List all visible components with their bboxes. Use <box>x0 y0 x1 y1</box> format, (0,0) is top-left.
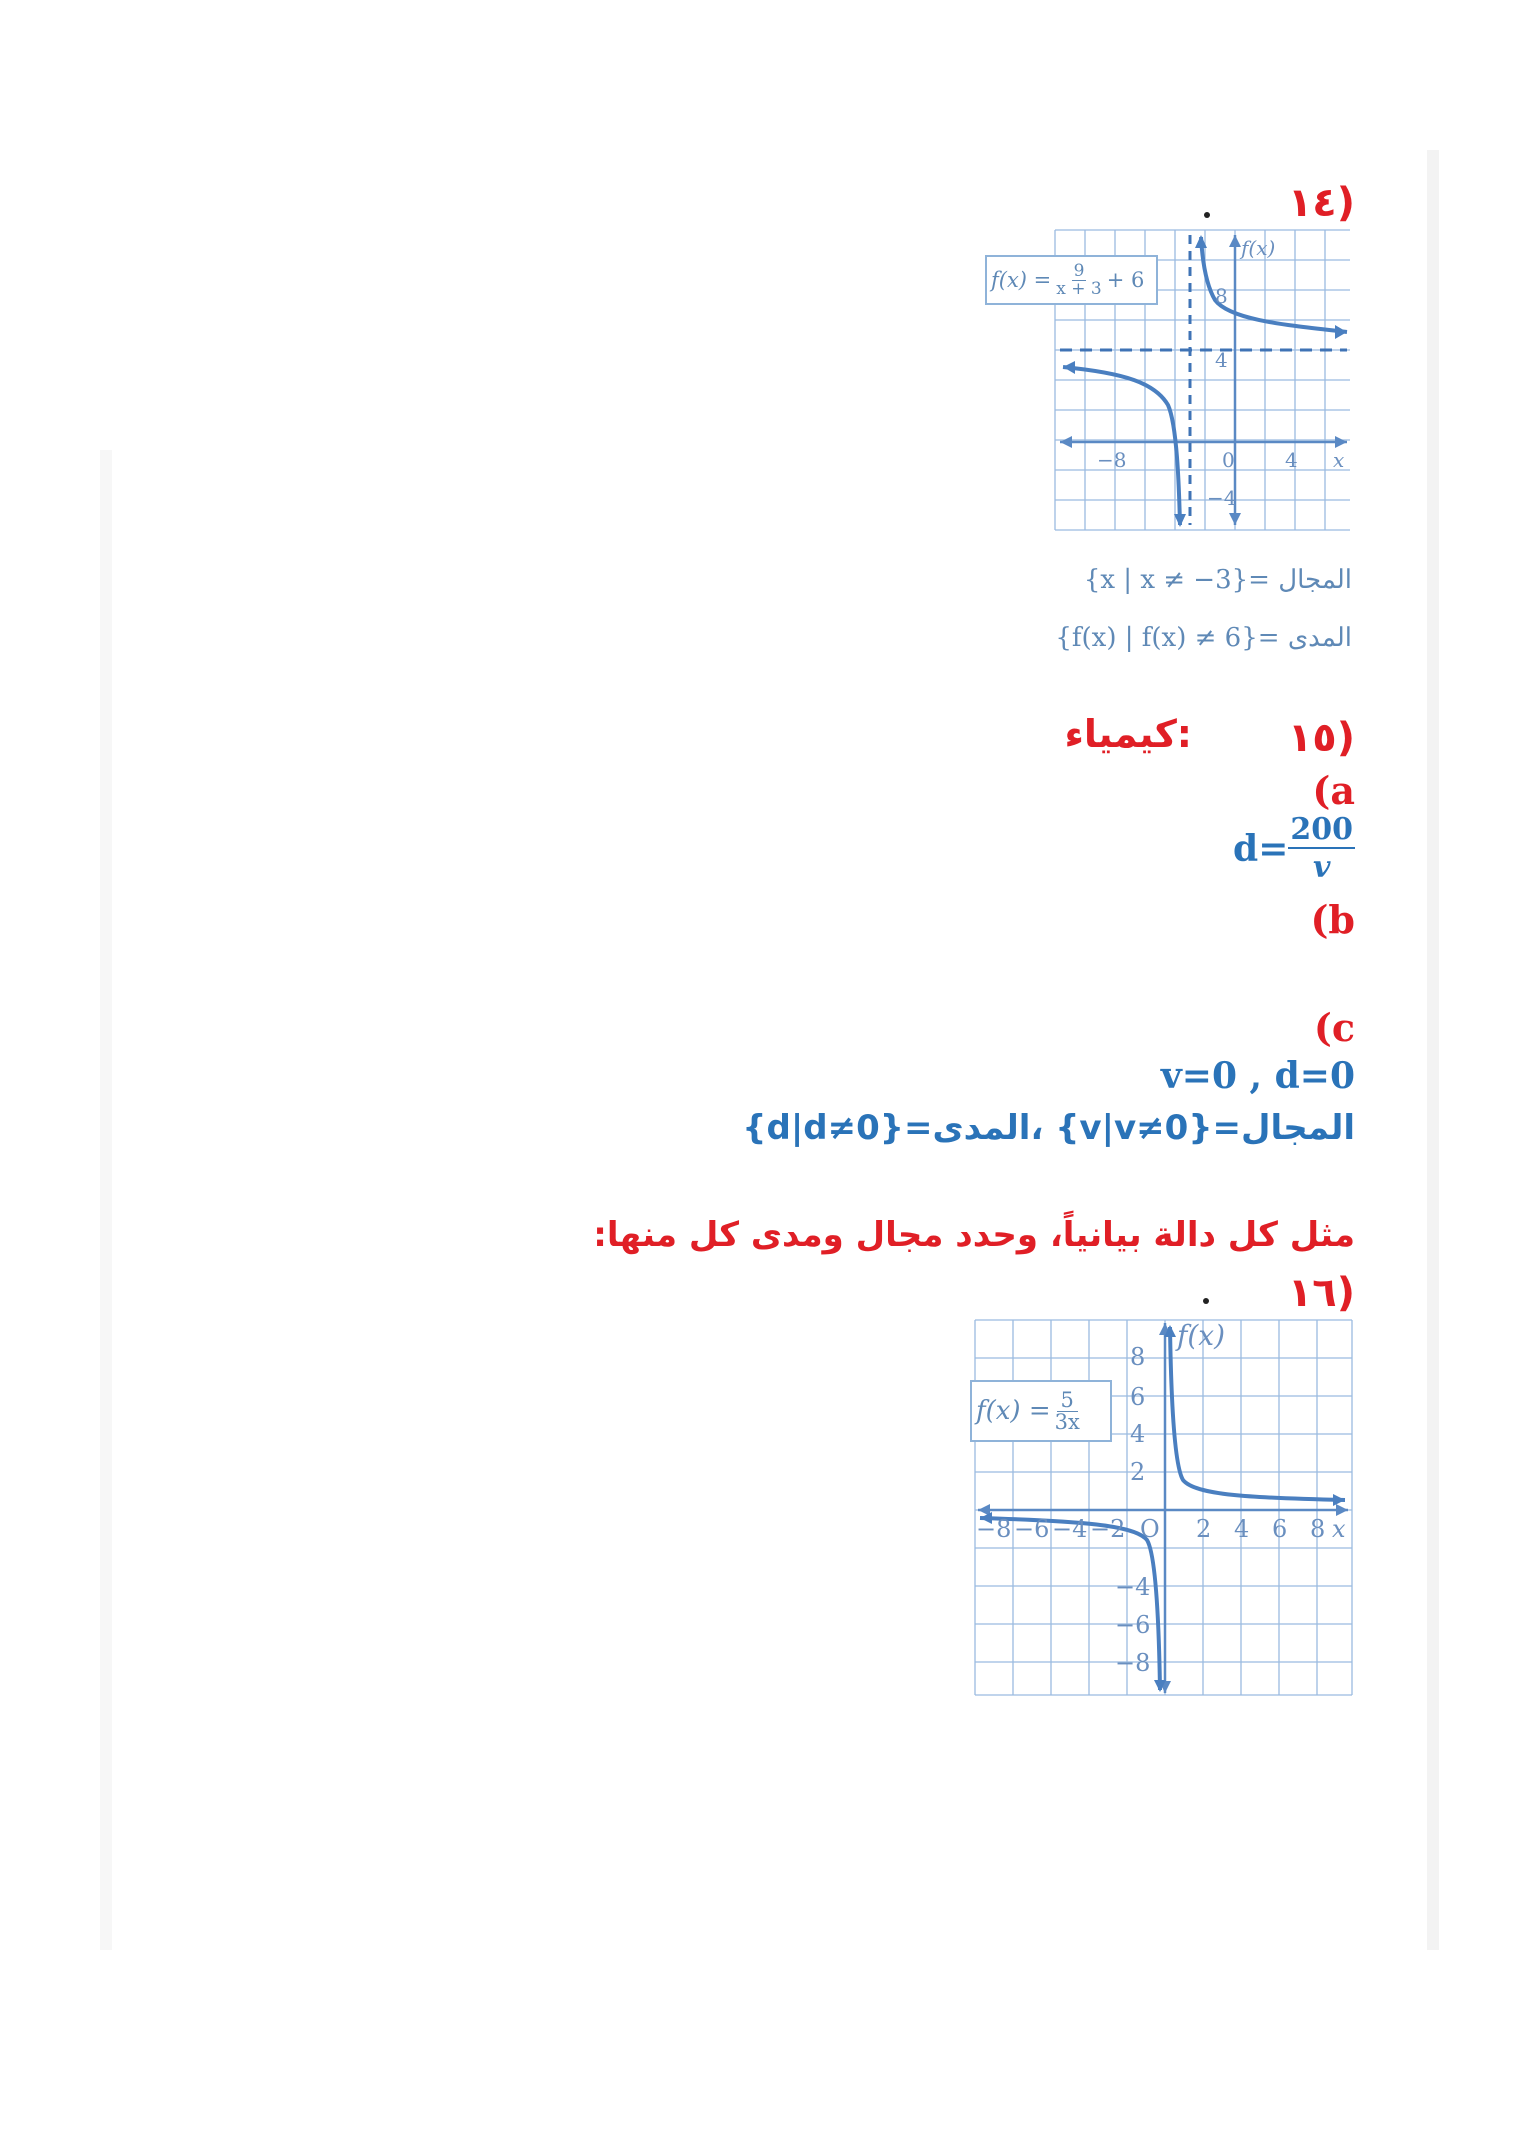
formula-lhs: d= <box>1233 828 1289 870</box>
tick-y-8: 8 <box>1215 284 1228 308</box>
equation-numerator-q16: 5 <box>1057 1390 1078 1412</box>
tick-x-origin: O <box>1140 1515 1160 1543</box>
formula-numerator: 200 <box>1290 812 1353 847</box>
tick-x-4: 4 <box>1285 448 1298 472</box>
tick-y-neg4: −4 <box>1207 486 1237 510</box>
equation-numerator: 9 <box>1073 260 1085 281</box>
tick-y-neg4: −4 <box>1115 1573 1151 1601</box>
question-16-number: (١٦ <box>1287 1270 1355 1316</box>
y-axis-label-q16: f(x) <box>1177 1319 1226 1352</box>
domain-range-answer: المجال={v|v≠0} ،المدى={d|d≠0} <box>742 1108 1355 1148</box>
equation-fx-q16: f(x) = <box>976 1396 1051 1426</box>
q14-range: {f(x) | f(x) ≠ 6}= المدى <box>1055 623 1352 653</box>
graph-q16 <box>970 1315 1355 1700</box>
grid-lines-q16 <box>975 1320 1352 1695</box>
tick-y-4: 4 <box>1215 348 1228 372</box>
q14-domain: {x | x ≠ −3}= المجال <box>1083 565 1352 595</box>
asymptotes-answer: v=0 , d=0 <box>1160 1055 1355 1097</box>
equation-tail: + 6 <box>1106 268 1145 292</box>
formula-denominator: v <box>1312 850 1331 885</box>
tick-y-neg6: −6 <box>1115 1611 1151 1639</box>
part-c-label: (c <box>1313 1005 1355 1050</box>
tick-y-6: 6 <box>1130 1383 1146 1411</box>
question-15-number: (١٥ <box>1287 715 1355 761</box>
tick-y-8: 8 <box>1130 1343 1146 1371</box>
dot-marker-16 <box>1203 1298 1209 1304</box>
curve-left-branch <box>1063 367 1180 525</box>
tick-y-2: 2 <box>1130 1458 1146 1486</box>
part-b-label: (b <box>1310 897 1355 942</box>
graph-q16-svg <box>970 1315 1355 1700</box>
tick-y-neg8: −8 <box>1115 1649 1151 1677</box>
tick-x-2: 2 <box>1196 1515 1212 1543</box>
tick-x-neg4: −4 <box>1052 1515 1088 1543</box>
question-15-title: كيمياء: <box>1064 712 1192 756</box>
equation-box-q16 <box>970 1380 1112 1442</box>
equation-denominator: x + 3 <box>1056 278 1102 299</box>
tick-x-4: 4 <box>1234 1515 1250 1543</box>
scan-edge-left <box>100 450 112 1950</box>
tick-x-neg8: −8 <box>976 1515 1012 1543</box>
formula-a <box>1233 812 1355 885</box>
equation-denominator-q16: 3x <box>1054 1409 1080 1434</box>
tick-x-neg6: −6 <box>1014 1515 1050 1543</box>
tick-x-6: 6 <box>1272 1515 1288 1543</box>
tick-x-neg8: −8 <box>1097 448 1127 472</box>
x-axis-label-q16: x <box>1332 1515 1346 1543</box>
tick-x-8: 8 <box>1310 1515 1326 1543</box>
tick-x-neg2: −2 <box>1090 1515 1126 1543</box>
part-a-label: (a <box>1312 768 1355 813</box>
curve-q16-right <box>1170 1327 1345 1500</box>
instruction-text: مثل كل دالة بيانياً، وحدد مجال ومدى كل منها: <box>593 1215 1355 1255</box>
scan-edge-right <box>1427 150 1439 1950</box>
dot-marker <box>1204 212 1210 218</box>
question-14-number: (١٤ <box>1287 180 1355 226</box>
y-axis-label: f(x) <box>1241 236 1276 260</box>
x-axis-label: x <box>1333 448 1345 472</box>
tick-y-4: 4 <box>1130 1420 1146 1448</box>
graph-q14 <box>985 225 1355 535</box>
equation-fx: f(x) = <box>991 268 1052 292</box>
equation-box-q14 <box>985 255 1158 305</box>
tick-x-0: 0 <box>1222 448 1235 472</box>
